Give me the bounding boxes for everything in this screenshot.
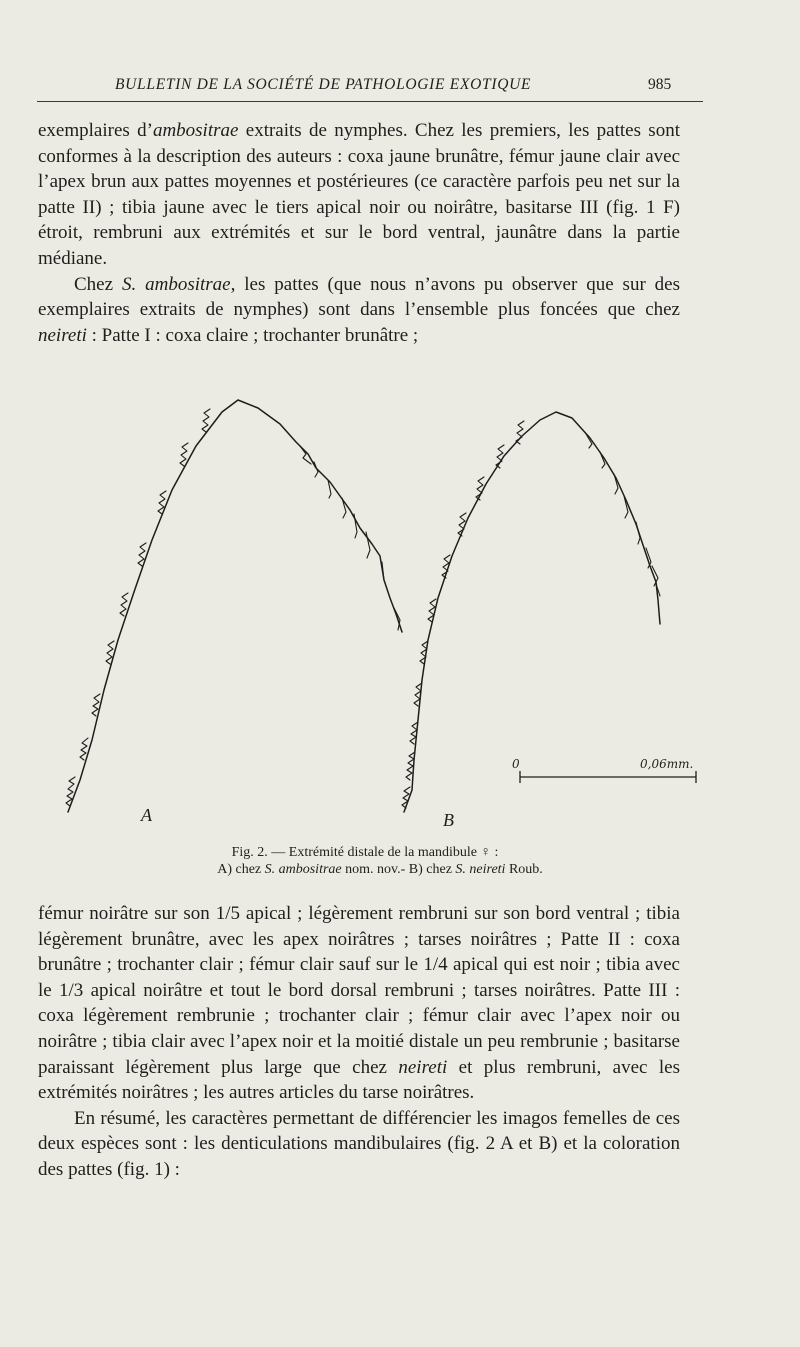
mandible-a-dentition-left [66,409,210,806]
text-block-bottom [38,901,680,1183]
para3-species-1: neireti [398,1056,448,1078]
text-block-top [38,118,680,348]
scale-bar [520,771,696,783]
para2-text-2: les pattes (que nous n’avons pu observer que sur des exemplaires extraits de nymphes) sont dans l’ensemble plus foncées que chez [38,273,680,321]
mandible-figure [0,380,800,840]
figure-caption [150,844,610,878]
mandible-b-dentition-right [586,434,660,596]
paragraph-1 [38,118,680,272]
caption-author: Roub. [505,862,543,877]
caption-line-1: Fig. 2. — Extrémité distale de la mandibule ♀ : [231,845,499,860]
para1-text-2: extraits de nymphes. Chez les premiers, les pattes sont conformes à la description des auteurs : coxa jaune brunâtre, fémur jaune clair avec l’apex brun aux pattes moyennes et postérieures (ce caractère parfois peu net sur la patte II) ; tibia jaune avec le tiers apical noir ou noirâtre, basitarse III (fig. 1 F) étroit, rembruni aux extrémités et sur le bord ventral, jaunâtre dans la partie médiane. [38,120,680,269]
paragraph-4 [38,1106,680,1183]
para1-text-1: exemplaires d’ [38,120,153,141]
scale-label-zero: 0 [512,757,520,771]
paragraph-3 [38,901,680,1106]
caption-species-b: S. neireti [455,862,506,877]
para2-species-2: neireti [38,324,87,346]
para2-species-1: S. ambositrae, [121,273,236,295]
caption-a-suffix: nom. nov.- B) chez [341,862,456,877]
para2-text-1: Chez [74,273,122,295]
caption-a-prefix: A) chez [217,862,265,877]
mandible-a-dentition-right [300,446,400,630]
caption-species-a: S. ambositrae [264,862,342,877]
mandible-a-outline [68,400,402,812]
figure-label-a: A [141,805,152,825]
para1-species-1: ambositrae [152,120,239,141]
para4-text-1: En résumé, les caractères permettant de différencier les imagos femelles de ces deux espèces sont : les denticulations mandibulaires (fig. 2 A et B) et la coloration des pattes (fig. 1) : [38,1107,680,1180]
header-rule [37,101,703,102]
para3-text-1: fémur noirâtre sur son 1/5 apical ; légèrement rembruni sur son bord ventral ; tibia légèrement brunâtre, avec les apex noirâtres ; tarses noirâtres ; Patte II : coxa brunâtre ; trochanter clair ; fémur clair sauf sur le 1/4 apical qui est noir ; tibia avec le 1/3 apical noirâtre et tout le bord dorsal rembruni ; tarses noirâtres. Patte III : coxa légèrement rembrunie ; trochanter clair ; fémur clair avec l’apex noir ou noirâtre ; tibia clair avec l’apex noir et la moitié distale un peu rembrunie ; basitarse paraissant légèrement plus large que chez [38,903,680,1078]
page-number: 985 [648,76,672,93]
figure-label-b: B [443,810,454,830]
running-title: BULLETIN DE LA SOCIÉTÉ DE PATHOLOGIE EXOTIQUE [115,76,532,93]
para3-text-2: et plus rembruni, avec les extrémités noirâtres ; les autres articles du tarse noirâtres. [38,1056,680,1104]
paragraph-2 [38,272,680,349]
mandible-b-dentition-left [402,421,524,808]
para2-text-3: : Patte I : coxa claire ; trochanter brunâtre ; [86,324,419,346]
caption-line-2 [150,861,610,878]
mandible-b-outline [404,412,660,812]
scale-label-value: 0,06mm. [640,757,694,771]
